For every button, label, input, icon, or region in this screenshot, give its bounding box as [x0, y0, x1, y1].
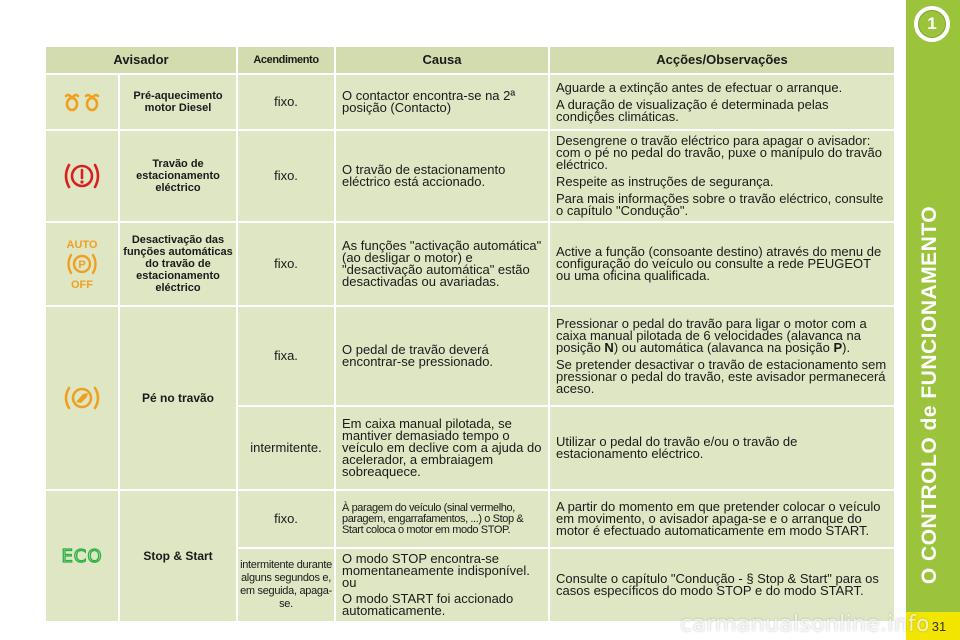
table-row [46, 307, 894, 405]
warning-name: Pré-aquecimento motor Diesel [120, 75, 236, 129]
table-row [46, 491, 894, 547]
observations [550, 491, 894, 547]
header-avisador: Avisador [46, 47, 236, 73]
table-row [46, 75, 894, 129]
observations [550, 131, 894, 221]
header-causa: Causa [336, 47, 548, 73]
glow-plug-icon [62, 90, 102, 114]
observation-text: Utilizar o pedal do travão e/ou o travão de estacionamento eléctrico. [556, 434, 798, 461]
header-acendimento: Acendimento [238, 47, 334, 73]
observation-text: Respeite as instruções de segurança. [556, 174, 774, 189]
warning-name: Pé no travão [120, 307, 236, 489]
observations [550, 223, 894, 305]
lighting-state: fixo. [238, 491, 334, 547]
observation-text [556, 315, 888, 355]
foot-on-brake-icon [62, 383, 102, 413]
observation-text: Se pretender desactivar o travão de estacionamento sem pressionar o pedal do travão, este avisador permanecerá aceso. [556, 356, 887, 396]
warning-name: Desactivação das funções automáticas do travão de estacionamento eléctrico [120, 223, 236, 305]
auto-label: AUTO [66, 239, 98, 251]
cause-part: O modo START foi accionado automaticamente. [342, 591, 514, 618]
icon-cell [46, 131, 118, 221]
parking-brake-warning-icon [62, 160, 102, 192]
header-accoes: Acções/Observações [550, 47, 894, 73]
eco-label: ECO [61, 546, 103, 567]
obs-part: Pressionar o pedal do travão para ligar o motor com a caixa manual pilotada de 6 velocidades (alavanca na posição [556, 315, 867, 355]
lighting-state: intermitente durante alguns segundos e, em seguida, apaga-se. [238, 549, 334, 621]
observation-text: A duração de visualização é determinada pelas condições climáticas. [556, 96, 829, 124]
observation-text: Aguarde a extinção antes de efectuar o arranque. [556, 79, 843, 95]
gear-p: P [833, 339, 843, 355]
cause-text: O travão de estacionamento eléctrico está accionado. [336, 131, 548, 221]
observation-text: Consulte o capítulo "Condução - § Stop & Start" para os casos específicos do modo STOP e do modo START. [556, 571, 879, 598]
cause-text [336, 549, 548, 621]
lighting-state: fixo. [238, 223, 334, 305]
cause-text: À paragem do veículo (sinal vermelho, paragem, engarrafamentos, ...) o Stop & Start coloca o motor em modo STOP. [336, 491, 548, 547]
icon-cell [46, 307, 118, 489]
cause-text: As funções "activação automática" (ao desligar o motor) e "desactivação automática" estão desactivadas ou avariadas. [336, 223, 548, 305]
chapter-title: O CONTROLO de FUNCIONAMENTO [918, 205, 941, 585]
observation-text: Para mais informações sobre o travão eléctrico, consulte o capítulo "Condução". [556, 191, 884, 218]
off-label: OFF [71, 279, 93, 290]
lighting-state: fixa. [238, 307, 334, 405]
table-row [46, 223, 894, 305]
icon-cell [46, 491, 118, 621]
observation-text: Active a função (consoante destino) através do menu de configuração do veículo ou consulte a rede PEUGEOT ou uma oficina qualificada. [556, 244, 882, 283]
cause-part: O modo STOP encontra-se momentaneamente indisponível. ou [342, 551, 530, 590]
eco-icon [59, 545, 105, 567]
cause-text: Em caixa manual pilotada, se mantiver demasiado tempo o veículo em declive com a ajuda do acelerador, a embraiagem sobreaquece. [336, 407, 548, 489]
observation-text: Desengrene o travão eléctrico para apagar o avisador: com o pé no pedal do travão, puxe o manípulo do travão eléctrico. [556, 133, 882, 172]
cause-text: O pedal de travão deverá encontrar-se pressionado. [336, 307, 548, 405]
observation-text: A partir do momento em que pretender colocar o veículo em movimento, o avisador apaga-se e o arranque do motor é efectuado automaticamente em modo START. [556, 499, 881, 538]
obs-part: ). [842, 339, 851, 355]
auto-parking-off-icon [62, 238, 102, 290]
warning-name: Travão de estacionamento eléctrico [120, 131, 236, 221]
table-header-row [46, 47, 894, 73]
obs-part: ) ou automática (alavanca na posição [613, 339, 834, 355]
icon-cell [46, 75, 118, 129]
cause-text: O contactor encontra-se na 2ª posição (Contacto) [336, 75, 548, 129]
observations [550, 549, 894, 621]
observations [550, 407, 894, 489]
lighting-state: fixo. [238, 75, 334, 129]
p-label: P [78, 259, 86, 271]
warning-name: Stop & Start [120, 491, 236, 621]
chapter-number-badge [914, 6, 950, 42]
observations [550, 307, 894, 405]
lighting-state: intermitente. [238, 407, 334, 489]
warning-lights-table [44, 45, 892, 623]
icon-cell [46, 223, 118, 305]
chapter-number: 1 [918, 10, 946, 38]
gear-n: N [604, 339, 614, 355]
lighting-state: fixo. [238, 131, 334, 221]
page-number: 31 [906, 612, 960, 640]
table-row [46, 131, 894, 221]
watermark: carmanualsonline.info [680, 612, 930, 637]
observations [550, 75, 894, 129]
